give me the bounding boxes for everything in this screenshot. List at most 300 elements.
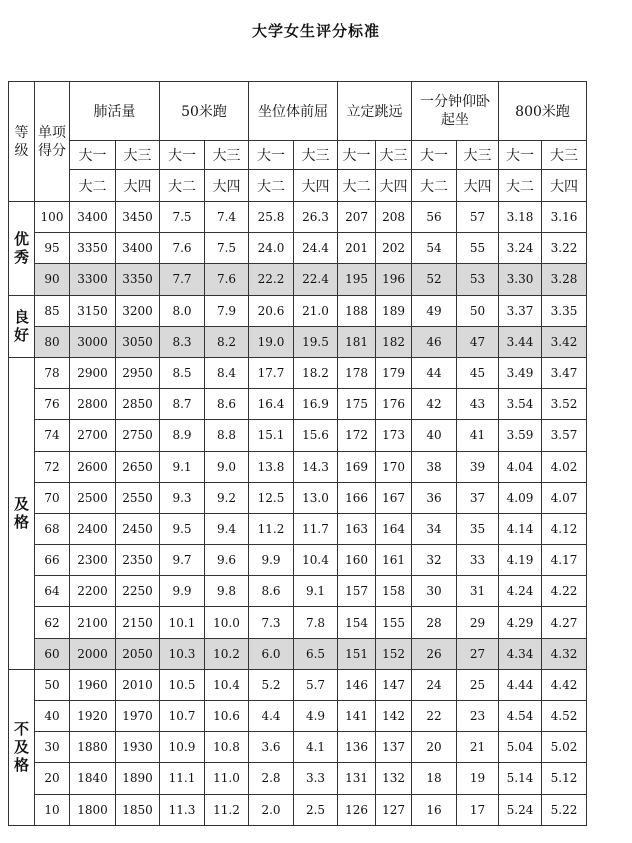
- value-cell: 26.3: [294, 202, 338, 233]
- value-cell: 2850: [116, 389, 160, 420]
- header-year: 大一: [412, 141, 457, 170]
- table-row: [9, 701, 587, 732]
- value-cell: 3.57: [542, 420, 587, 451]
- value-cell: 25.8: [249, 202, 294, 233]
- value-cell: 179: [376, 357, 412, 388]
- value-cell: 11.0: [205, 763, 249, 794]
- header-year: 大四: [457, 170, 499, 202]
- value-cell: 11.7: [294, 513, 338, 544]
- value-cell: 28: [412, 607, 457, 638]
- value-cell: 2.5: [294, 794, 338, 825]
- value-cell: 43: [457, 389, 499, 420]
- value-cell: 9.5: [160, 513, 205, 544]
- value-cell: 15.6: [294, 420, 338, 451]
- score-cell: 60: [35, 638, 70, 669]
- table-row: [9, 451, 587, 482]
- value-cell: 1930: [116, 732, 160, 763]
- value-cell: 5.7: [294, 669, 338, 700]
- value-cell: 10.5: [160, 669, 205, 700]
- value-cell: 3.54: [499, 389, 542, 420]
- value-cell: 2700: [70, 420, 116, 451]
- table-row: [9, 763, 587, 794]
- header-year: 大一: [499, 141, 542, 170]
- header-year: 大四: [542, 170, 587, 202]
- value-cell: 4.1: [294, 732, 338, 763]
- value-cell: 10.2: [205, 638, 249, 669]
- value-cell: 3400: [70, 202, 116, 233]
- value-cell: 5.02: [542, 732, 587, 763]
- value-cell: 9.8: [205, 576, 249, 607]
- value-cell: 2600: [70, 451, 116, 482]
- value-cell: 2100: [70, 607, 116, 638]
- score-cell: 30: [35, 732, 70, 763]
- value-cell: 11.3: [160, 794, 205, 825]
- value-cell: 9.9: [249, 545, 294, 576]
- value-cell: 5.22: [542, 794, 587, 825]
- value-cell: 3.44: [499, 326, 542, 357]
- value-cell: 7.3: [249, 607, 294, 638]
- value-cell: 13.8: [249, 451, 294, 482]
- score-cell: 76: [35, 389, 70, 420]
- value-cell: 19.0: [249, 326, 294, 357]
- value-cell: 4.09: [499, 482, 542, 513]
- value-cell: 2750: [116, 420, 160, 451]
- value-cell: 7.9: [205, 295, 249, 326]
- value-cell: 22.2: [249, 264, 294, 295]
- value-cell: 25: [457, 669, 499, 700]
- value-cell: 175: [338, 389, 376, 420]
- table-row: [9, 326, 587, 357]
- scoring-table: [8, 81, 587, 826]
- value-cell: 10.6: [205, 701, 249, 732]
- value-cell: 201: [338, 233, 376, 264]
- value-cell: 11.2: [205, 794, 249, 825]
- value-cell: 208: [376, 202, 412, 233]
- value-cell: 2350: [116, 545, 160, 576]
- value-cell: 16.9: [294, 389, 338, 420]
- value-cell: 4.54: [499, 701, 542, 732]
- header-score: 单项得分: [35, 82, 70, 202]
- value-cell: 178: [338, 357, 376, 388]
- value-cell: 10.0: [205, 607, 249, 638]
- value-cell: 42: [412, 389, 457, 420]
- value-cell: 8.0: [160, 295, 205, 326]
- value-cell: 160: [338, 545, 376, 576]
- table-row: [9, 482, 587, 513]
- value-cell: 45: [457, 357, 499, 388]
- score-cell: 74: [35, 420, 70, 451]
- header-event: 一分钟仰卧起坐: [412, 82, 499, 141]
- value-cell: 8.2: [205, 326, 249, 357]
- score-cell: 66: [35, 545, 70, 576]
- value-cell: 161: [376, 545, 412, 576]
- value-cell: 9.7: [160, 545, 205, 576]
- grade-cell: 良好: [9, 295, 35, 357]
- value-cell: 154: [338, 607, 376, 638]
- value-cell: 2400: [70, 513, 116, 544]
- value-cell: 4.32: [542, 638, 587, 669]
- value-cell: 3.35: [542, 295, 587, 326]
- value-cell: 47: [457, 326, 499, 357]
- value-cell: 2650: [116, 451, 160, 482]
- value-cell: 33: [457, 545, 499, 576]
- value-cell: 52: [412, 264, 457, 295]
- value-cell: 21.0: [294, 295, 338, 326]
- value-cell: 27: [457, 638, 499, 669]
- header-event: 800米跑: [499, 82, 587, 141]
- header-level: 等级: [9, 82, 35, 202]
- value-cell: 38: [412, 451, 457, 482]
- value-cell: 4.22: [542, 576, 587, 607]
- value-cell: 17.7: [249, 357, 294, 388]
- value-cell: 1800: [70, 794, 116, 825]
- value-cell: 34: [412, 513, 457, 544]
- value-cell: 4.02: [542, 451, 587, 482]
- value-cell: 55: [457, 233, 499, 264]
- value-cell: 1890: [116, 763, 160, 794]
- value-cell: 172: [338, 420, 376, 451]
- value-cell: 1970: [116, 701, 160, 732]
- header-year: 大四: [205, 170, 249, 202]
- value-cell: 2550: [116, 482, 160, 513]
- header-year: 大三: [542, 141, 587, 170]
- header-year: 大二: [249, 170, 294, 202]
- value-cell: 37: [457, 482, 499, 513]
- value-cell: 3.16: [542, 202, 587, 233]
- value-cell: 18.2: [294, 357, 338, 388]
- value-cell: 3200: [116, 295, 160, 326]
- value-cell: 3300: [70, 264, 116, 295]
- page-title: 大学女生评分标准: [251, 22, 380, 40]
- value-cell: 8.9: [160, 420, 205, 451]
- value-cell: 2250: [116, 576, 160, 607]
- value-cell: 17: [457, 794, 499, 825]
- header-year: 大一: [70, 141, 116, 170]
- value-cell: 9.3: [160, 482, 205, 513]
- value-cell: 188: [338, 295, 376, 326]
- value-cell: 4.17: [542, 545, 587, 576]
- value-cell: 2950: [116, 357, 160, 388]
- value-cell: 196: [376, 264, 412, 295]
- value-cell: 2800: [70, 389, 116, 420]
- value-cell: 147: [376, 669, 412, 700]
- value-cell: 4.04: [499, 451, 542, 482]
- value-cell: 36: [412, 482, 457, 513]
- value-cell: 57: [457, 202, 499, 233]
- value-cell: 9.6: [205, 545, 249, 576]
- value-cell: 1840: [70, 763, 116, 794]
- header-event: 肺活量: [70, 82, 160, 141]
- value-cell: 11.1: [160, 763, 205, 794]
- value-cell: 182: [376, 326, 412, 357]
- value-cell: 4.9: [294, 701, 338, 732]
- value-cell: 10.9: [160, 732, 205, 763]
- header-event: 坐位体前屈: [249, 82, 338, 141]
- value-cell: 169: [338, 451, 376, 482]
- value-cell: 8.8: [205, 420, 249, 451]
- header-event: 50米跑: [160, 82, 249, 141]
- value-cell: 132: [376, 763, 412, 794]
- value-cell: 3.47: [542, 357, 587, 388]
- value-cell: 137: [376, 732, 412, 763]
- value-cell: 10.7: [160, 701, 205, 732]
- table-row: [9, 389, 587, 420]
- value-cell: 2010: [116, 669, 160, 700]
- table-row: [9, 607, 587, 638]
- value-cell: 2300: [70, 545, 116, 576]
- header-year: 大三: [294, 141, 338, 170]
- value-cell: 9.1: [160, 451, 205, 482]
- value-cell: 19.5: [294, 326, 338, 357]
- value-cell: 2200: [70, 576, 116, 607]
- score-cell: 70: [35, 482, 70, 513]
- value-cell: 20.6: [249, 295, 294, 326]
- value-cell: 141: [338, 701, 376, 732]
- value-cell: 3150: [70, 295, 116, 326]
- value-cell: 5.12: [542, 763, 587, 794]
- value-cell: 6.0: [249, 638, 294, 669]
- value-cell: 3.49: [499, 357, 542, 388]
- value-cell: 3.42: [542, 326, 587, 357]
- value-cell: 3.30: [499, 264, 542, 295]
- value-cell: 189: [376, 295, 412, 326]
- value-cell: 8.4: [205, 357, 249, 388]
- header-year: 大四: [116, 170, 160, 202]
- score-cell: 62: [35, 607, 70, 638]
- table-row: [9, 420, 587, 451]
- table-row: [9, 638, 587, 669]
- value-cell: 12.5: [249, 482, 294, 513]
- value-cell: 4.52: [542, 701, 587, 732]
- header-year: 大一: [160, 141, 205, 170]
- score-cell: 20: [35, 763, 70, 794]
- value-cell: 44: [412, 357, 457, 388]
- value-cell: 8.7: [160, 389, 205, 420]
- value-cell: 10.4: [294, 545, 338, 576]
- value-cell: 3.37: [499, 295, 542, 326]
- value-cell: 3050: [116, 326, 160, 357]
- value-cell: 126: [338, 794, 376, 825]
- score-cell: 40: [35, 701, 70, 732]
- value-cell: 202: [376, 233, 412, 264]
- value-cell: 152: [376, 638, 412, 669]
- value-cell: 2900: [70, 357, 116, 388]
- table-row: [9, 295, 587, 326]
- header-year: 大二: [412, 170, 457, 202]
- value-cell: 10.8: [205, 732, 249, 763]
- value-cell: 4.24: [499, 576, 542, 607]
- score-cell: 72: [35, 451, 70, 482]
- value-cell: 2050: [116, 638, 160, 669]
- table-row: [9, 264, 587, 295]
- value-cell: 3.3: [294, 763, 338, 794]
- value-cell: 3.24: [499, 233, 542, 264]
- value-cell: 7.6: [205, 264, 249, 295]
- score-cell: 68: [35, 513, 70, 544]
- value-cell: 4.14: [499, 513, 542, 544]
- value-cell: 4.44: [499, 669, 542, 700]
- score-cell: 85: [35, 295, 70, 326]
- value-cell: 5.04: [499, 732, 542, 763]
- header-year: 大三: [205, 141, 249, 170]
- value-cell: 2450: [116, 513, 160, 544]
- value-cell: 4.4: [249, 701, 294, 732]
- value-cell: 22.4: [294, 264, 338, 295]
- header-year: 大三: [116, 141, 160, 170]
- value-cell: 20: [412, 732, 457, 763]
- value-cell: 56: [412, 202, 457, 233]
- value-cell: 5.2: [249, 669, 294, 700]
- value-cell: 7.8: [294, 607, 338, 638]
- value-cell: 41: [457, 420, 499, 451]
- value-cell: 1850: [116, 794, 160, 825]
- score-cell: 50: [35, 669, 70, 700]
- value-cell: 9.4: [205, 513, 249, 544]
- score-cell: 90: [35, 264, 70, 295]
- header-year: 大四: [376, 170, 412, 202]
- value-cell: 3.59: [499, 420, 542, 451]
- score-cell: 64: [35, 576, 70, 607]
- value-cell: 142: [376, 701, 412, 732]
- value-cell: 7.7: [160, 264, 205, 295]
- value-cell: 54: [412, 233, 457, 264]
- value-cell: 9.2: [205, 482, 249, 513]
- value-cell: 32: [412, 545, 457, 576]
- value-cell: 173: [376, 420, 412, 451]
- value-cell: 16: [412, 794, 457, 825]
- value-cell: 19: [457, 763, 499, 794]
- value-cell: 4.42: [542, 669, 587, 700]
- value-cell: 24: [412, 669, 457, 700]
- table-row: [9, 513, 587, 544]
- value-cell: 2.0: [249, 794, 294, 825]
- score-cell: 95: [35, 233, 70, 264]
- value-cell: 22: [412, 701, 457, 732]
- header-year: 大三: [376, 141, 412, 170]
- header-year: 大四: [294, 170, 338, 202]
- value-cell: 170: [376, 451, 412, 482]
- value-cell: 4.34: [499, 638, 542, 669]
- value-cell: 15.1: [249, 420, 294, 451]
- value-cell: 8.6: [249, 576, 294, 607]
- value-cell: 3350: [116, 264, 160, 295]
- value-cell: 24.4: [294, 233, 338, 264]
- grade-cell: 及格: [9, 357, 35, 669]
- value-cell: 9.9: [160, 576, 205, 607]
- header-year: 大二: [160, 170, 205, 202]
- value-cell: 158: [376, 576, 412, 607]
- value-cell: 50: [457, 295, 499, 326]
- value-cell: 21: [457, 732, 499, 763]
- value-cell: 10.3: [160, 638, 205, 669]
- value-cell: 23: [457, 701, 499, 732]
- header-year: 大二: [70, 170, 116, 202]
- value-cell: 3000: [70, 326, 116, 357]
- value-cell: 9.0: [205, 451, 249, 482]
- value-cell: 7.6: [160, 233, 205, 264]
- value-cell: 11.2: [249, 513, 294, 544]
- table-row: [9, 576, 587, 607]
- value-cell: 163: [338, 513, 376, 544]
- value-cell: 3.22: [542, 233, 587, 264]
- value-cell: 2000: [70, 638, 116, 669]
- value-cell: 3350: [70, 233, 116, 264]
- table-row: [9, 233, 587, 264]
- header-year: 大一: [338, 141, 376, 170]
- header-year: 大三: [457, 141, 499, 170]
- value-cell: 176: [376, 389, 412, 420]
- table-row: [9, 202, 587, 233]
- value-cell: 3.52: [542, 389, 587, 420]
- value-cell: 3.28: [542, 264, 587, 295]
- header-year: 大一: [249, 141, 294, 170]
- value-cell: 53: [457, 264, 499, 295]
- value-cell: 35: [457, 513, 499, 544]
- value-cell: 46: [412, 326, 457, 357]
- value-cell: 4.29: [499, 607, 542, 638]
- value-cell: 13.0: [294, 482, 338, 513]
- table-row: [9, 357, 587, 388]
- table-header: [9, 82, 587, 202]
- value-cell: 5.24: [499, 794, 542, 825]
- header-event: 立定跳远: [338, 82, 412, 141]
- value-cell: 39: [457, 451, 499, 482]
- value-cell: 164: [376, 513, 412, 544]
- header-year: 大二: [338, 170, 376, 202]
- value-cell: 207: [338, 202, 376, 233]
- value-cell: 3450: [116, 202, 160, 233]
- grade-cell: 不及格: [9, 669, 35, 825]
- score-cell: 100: [35, 202, 70, 233]
- value-cell: 1920: [70, 701, 116, 732]
- value-cell: 181: [338, 326, 376, 357]
- value-cell: 3400: [116, 233, 160, 264]
- value-cell: 146: [338, 669, 376, 700]
- value-cell: 127: [376, 794, 412, 825]
- value-cell: 29: [457, 607, 499, 638]
- score-cell: 78: [35, 357, 70, 388]
- table-row: [9, 732, 587, 763]
- value-cell: 9.1: [294, 576, 338, 607]
- value-cell: 8.6: [205, 389, 249, 420]
- table-row: [9, 794, 587, 825]
- value-cell: 8.3: [160, 326, 205, 357]
- value-cell: 1880: [70, 732, 116, 763]
- value-cell: 2150: [116, 607, 160, 638]
- value-cell: 40: [412, 420, 457, 451]
- value-cell: 4.19: [499, 545, 542, 576]
- table-body: [9, 202, 587, 826]
- value-cell: 7.4: [205, 202, 249, 233]
- table-row: [9, 669, 587, 700]
- value-cell: 16.4: [249, 389, 294, 420]
- value-cell: 4.07: [542, 482, 587, 513]
- value-cell: 2.8: [249, 763, 294, 794]
- value-cell: 10.4: [205, 669, 249, 700]
- value-cell: 30: [412, 576, 457, 607]
- value-cell: 31: [457, 576, 499, 607]
- value-cell: 2500: [70, 482, 116, 513]
- value-cell: 3.6: [249, 732, 294, 763]
- value-cell: 14.3: [294, 451, 338, 482]
- value-cell: 166: [338, 482, 376, 513]
- value-cell: 6.5: [294, 638, 338, 669]
- value-cell: 1960: [70, 669, 116, 700]
- value-cell: 4.27: [542, 607, 587, 638]
- value-cell: 155: [376, 607, 412, 638]
- header-year: 大二: [499, 170, 542, 202]
- value-cell: 4.12: [542, 513, 587, 544]
